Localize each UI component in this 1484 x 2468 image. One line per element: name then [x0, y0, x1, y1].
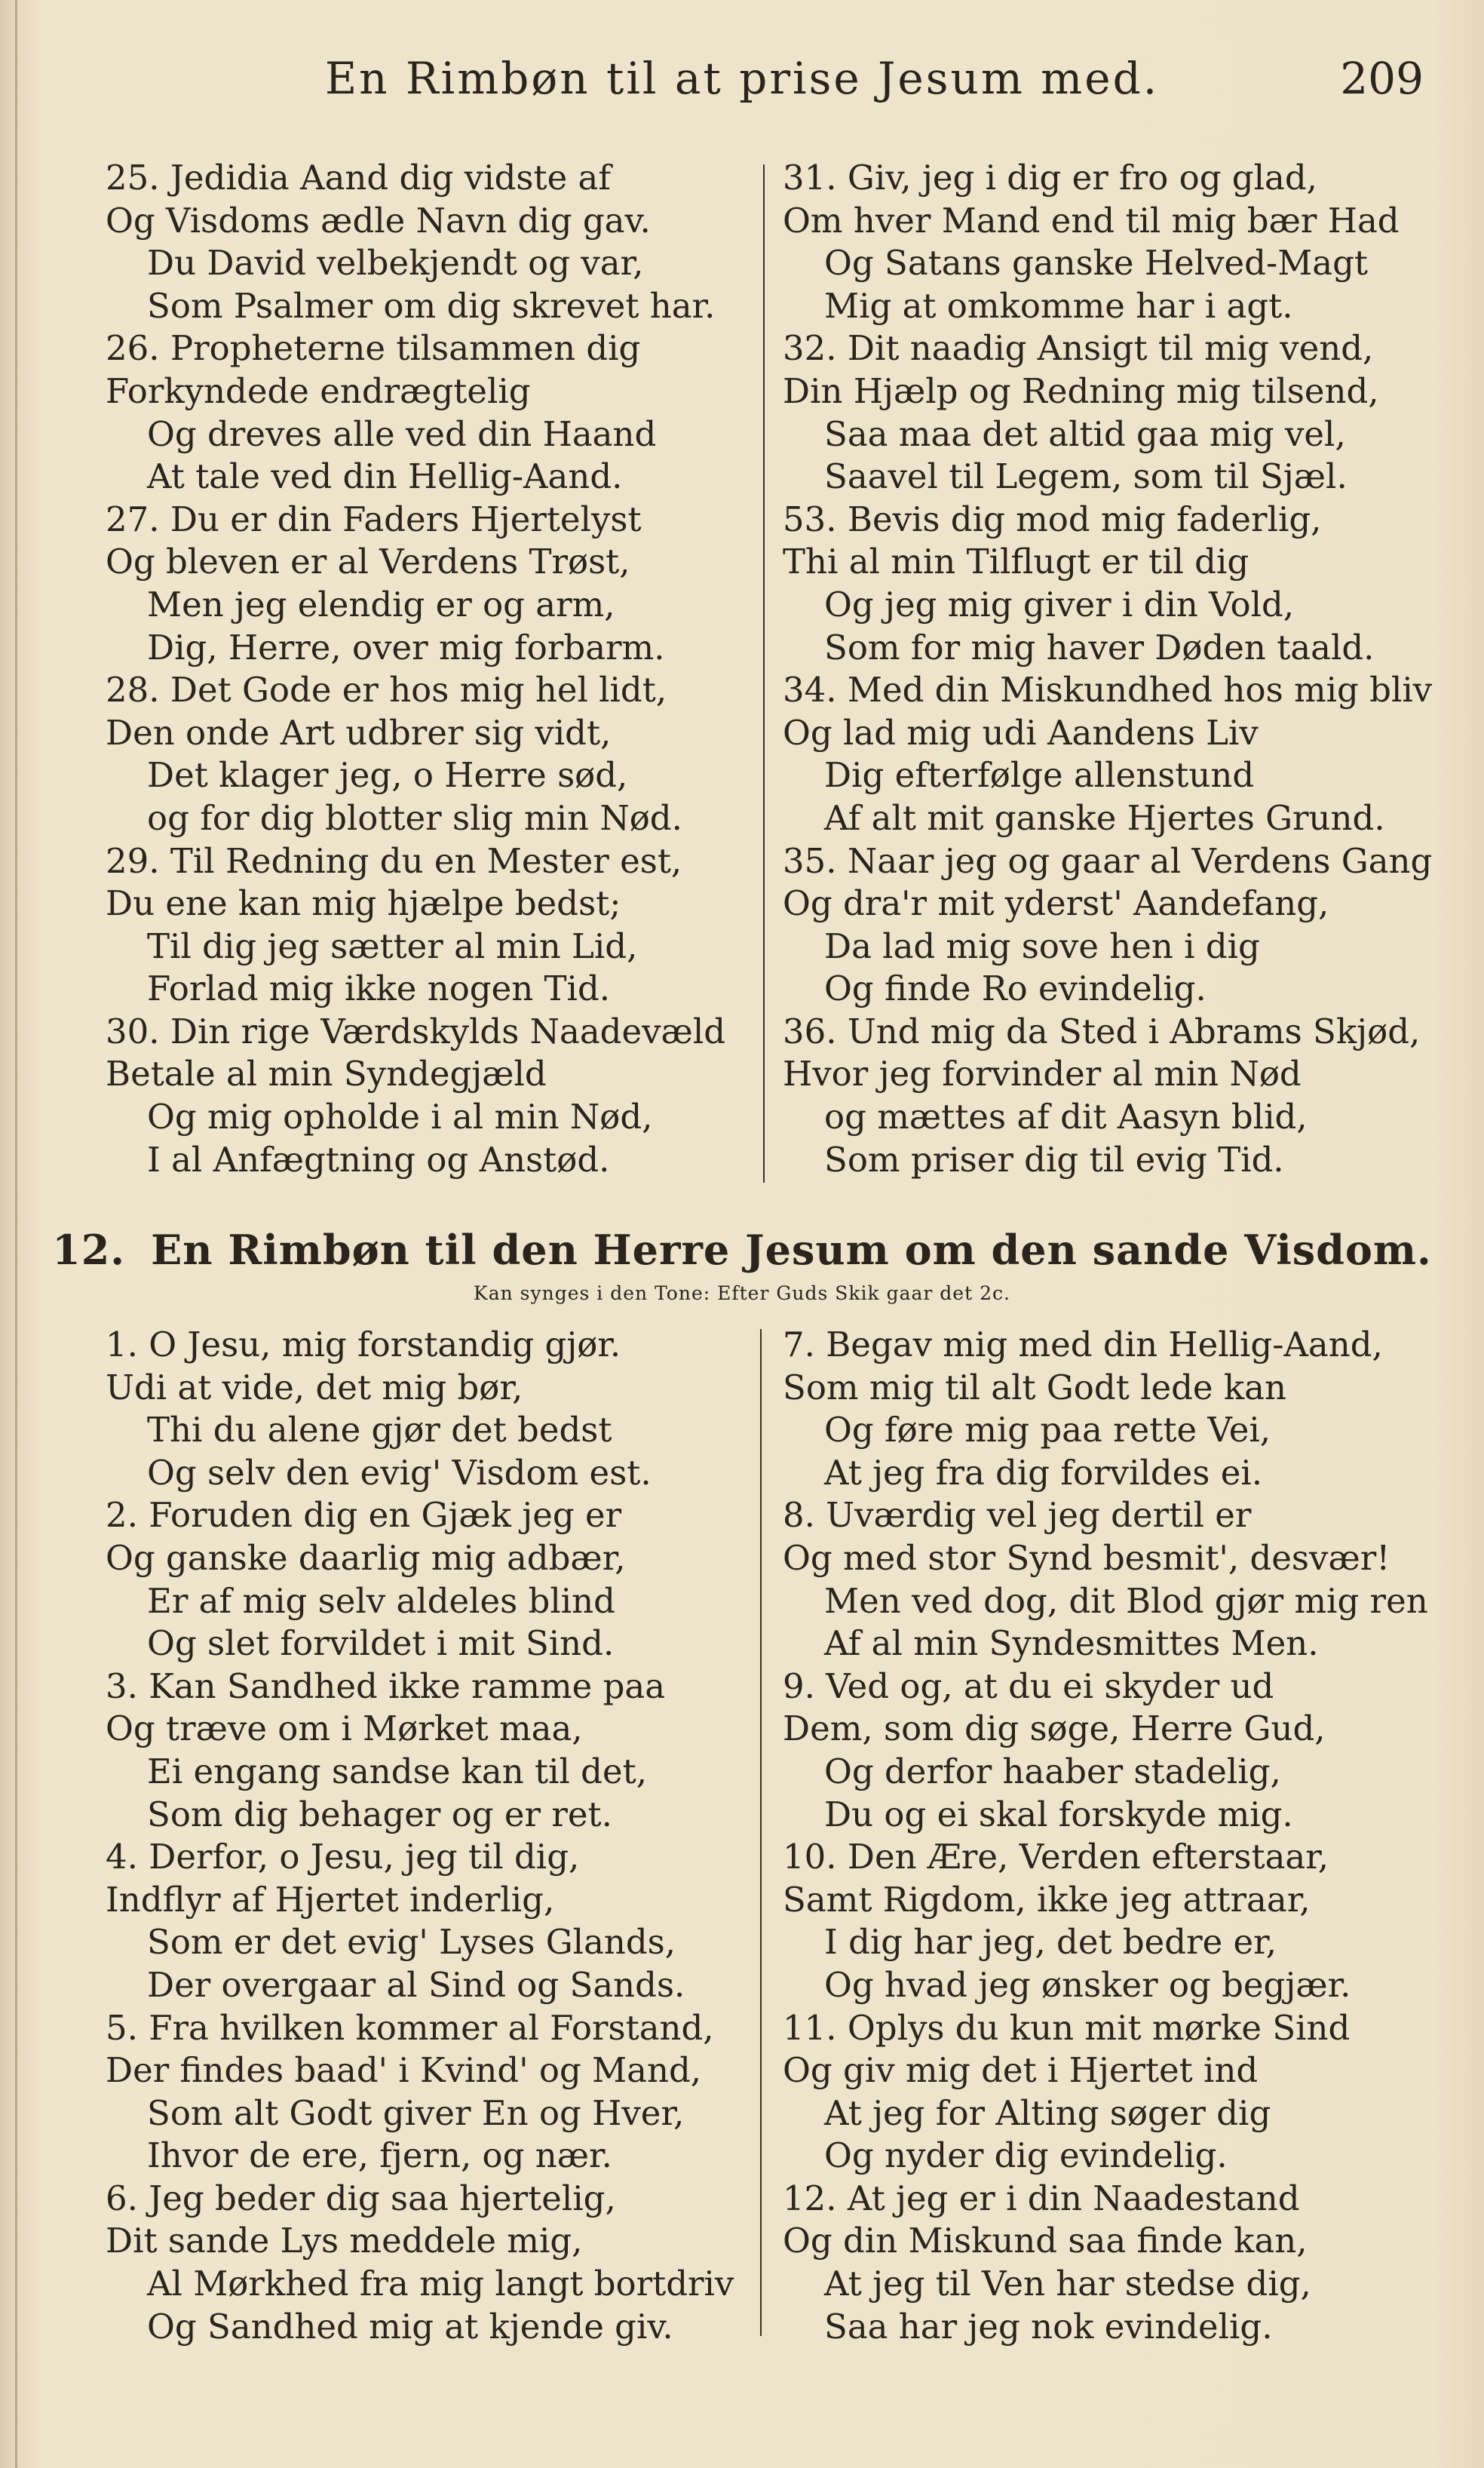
verse-line: Saavel til Legem, som til Sjæl.: [824, 456, 1348, 497]
verse-line: Og dra'r mit yderst' Aandefang,: [783, 883, 1329, 924]
verse-line: At tale ved din Hellig-Aand.: [147, 456, 623, 497]
verse-line: Thi du alene gjør det bedst: [147, 1410, 612, 1450]
upper-left-verses: [106, 157, 725, 1181]
verse-line: Som for mig haver Døden taald.: [824, 627, 1375, 668]
verse-line: I al Anfægtning og Anstød.: [147, 1139, 610, 1180]
verse-line: 28. Det Gode er hos mig hel lidt,: [106, 670, 667, 711]
verse-line: Du David velbekjendt og var,: [147, 243, 644, 284]
verse-line: 35. Naar jeg og gaar al Verdens Gang: [783, 840, 1433, 881]
verse-line: Og bleven er al Verdens Trøst,: [106, 542, 630, 582]
hymn-title: En Rimbøn til den Herre Jesum om den sande Visdom.: [151, 1226, 1432, 1274]
verse-line: I dig har jeg, det bedre er,: [824, 1922, 1277, 1963]
verse-line: Din Hjælp og Redning mig tilsend,: [783, 370, 1379, 411]
verse-line: Dig, Herre, over mig forbarm.: [147, 627, 665, 668]
verse-line: 11. Oplys du kun mit mørke Sind: [783, 2007, 1351, 2048]
running-title: En Rimbøn til at prise Jesum med.: [324, 53, 1160, 104]
verse-line: Og jeg mig giver i din Vold,: [824, 584, 1295, 625]
verse-line: Ihvor de ere, fjern, og nær.: [147, 2135, 612, 2176]
upper-right-verses: [783, 157, 1432, 1181]
verse-line: Som mig til alt Godt lede kan: [783, 1367, 1286, 1407]
verse-line: Og selv den evig' Visdom est.: [147, 1452, 652, 1493]
verse-line: Og derfor haaber stadelig,: [824, 1751, 1281, 1791]
verse-line: 9. Ved og, at du ei skyder ud: [783, 1665, 1274, 1706]
verse-line: 12. At jeg er i din Naadestand: [783, 2178, 1300, 2218]
verse-line: Som alt Godt giver En og Hver,: [147, 2092, 685, 2133]
verse-line: 4. Derfor, o Jesu, jeg til dig,: [106, 1837, 580, 1877]
verse-line: Der overgaar al Sind og Sands.: [147, 1964, 685, 2005]
upper-column-rule: [763, 164, 765, 1183]
verse-line: Og med stor Synd besmit', desvær!: [783, 1537, 1390, 1578]
verse-line: Saa har jeg nok evindelig.: [824, 2306, 1273, 2347]
verse-line: Dit sande Lys meddele mig,: [106, 2221, 583, 2261]
verse-line: 6. Jeg beder dig saa hjertelig,: [106, 2178, 616, 2218]
verse-line: Og giv mig det i Hjertet ind: [783, 2050, 1259, 2091]
verse-line: Og Sandhed mig at kjende giv.: [147, 2306, 673, 2347]
verse-line: Mig at omkomme har i agt.: [824, 285, 1293, 326]
verse-line: 31. Giv, jeg i dig er fro og glad,: [783, 158, 1317, 198]
verse-line: Som priser dig til evig Tid.: [824, 1139, 1284, 1180]
verse-line: Som dig behager og er ret.: [147, 1794, 612, 1834]
verse-line: Det klager jeg, o Herre sød,: [147, 755, 628, 796]
tune-indication: Kan synges i den Tone: Efter Guds Skik gaar det 2c.: [474, 1282, 1010, 1304]
lower-right-verses: [783, 1324, 1428, 2348]
verse-line: 34. Med din Miskundhed hos mig bliv: [783, 670, 1433, 711]
verse-line: Samt Rigdom, ikke jeg attraar,: [783, 1879, 1311, 1920]
verse-line: Og Satans ganske Helved-Magt: [824, 243, 1368, 284]
verse-line: 30. Din rige Værdskylds Naadevæld: [106, 1011, 726, 1051]
verse-line: Betale al min Syndegjæld: [106, 1054, 547, 1094]
verse-line: 3. Kan Sandhed ikke ramme paa: [106, 1665, 666, 1706]
verse-line: 53. Bevis dig mod mig faderlig,: [783, 499, 1322, 539]
verse-line: Af al min Syndesmittes Men.: [824, 1623, 1319, 1664]
verse-line: Som er det evig' Lyses Glands,: [147, 1922, 676, 1963]
verse-line: Og lad mig udi Aandens Liv: [783, 712, 1259, 753]
verse-line: Da lad mig sove hen i dig: [824, 925, 1260, 966]
verse-line: Den onde Art udbrer sig vidt,: [106, 712, 612, 753]
page-number: 209: [1340, 53, 1424, 104]
verse-line: Saa maa det altid gaa mig vel,: [824, 413, 1346, 454]
verse-line: 2. Foruden dig en Gjæk jeg er: [106, 1495, 622, 1536]
verse-line: Om hver Mand end til mig bær Had: [783, 200, 1400, 241]
verse-line: Dem, som dig søge, Herre Gud,: [783, 1708, 1326, 1749]
page-header: [0, 45, 1484, 113]
verse-line: Og ganske daarlig mig adbær,: [106, 1537, 626, 1578]
hymn-heading: [0, 1226, 1484, 1274]
verse-line: Udi at vide, det mig bør,: [106, 1367, 523, 1407]
hymn-number: 12.: [52, 1226, 126, 1274]
verse-line: Til dig jeg sætter al min Lid,: [147, 925, 638, 966]
verse-line: 1. O Jesu, mig forstandig gjør.: [106, 1325, 621, 1364]
verse-line: Af alt mit ganske Hjertes Grund.: [824, 797, 1385, 838]
verse-line: 32. Dit naadig Ansigt til mig vend,: [783, 328, 1374, 369]
verse-line: Men jeg elendig er og arm,: [147, 584, 615, 625]
lower-column-rule: [760, 1329, 762, 2336]
verse-line: Forkyndede endrægtelig: [106, 370, 531, 411]
verse-line: Og din Miskund saa finde kan,: [783, 2221, 1308, 2261]
verse-line: At jeg for Alting søger dig: [824, 2092, 1271, 2133]
verse-line: Thi al min Tilflugt er til dig: [783, 542, 1249, 582]
verse-line: Er af mig selv aldeles blind: [147, 1580, 615, 1621]
verse-line: 26. Propheterne tilsammen dig: [106, 328, 641, 369]
verse-line: Som Psalmer om dig skrevet har.: [147, 285, 716, 326]
verse-line: 36. Und mig da Sted i Abrams Skjød,: [783, 1011, 1421, 1051]
verse-line: 25. Jedidia Aand dig vidste af: [106, 158, 612, 198]
verse-line: Du og ei skal forskyde mig.: [824, 1794, 1293, 1834]
verse-line: Ei engang sandse kan til det,: [147, 1751, 648, 1791]
verse-line: Indflyr af Hjertet inderlig,: [106, 1879, 555, 1920]
verse-line: Og føre mig paa rette Vei,: [824, 1410, 1271, 1450]
verse-line: og for dig blotter slig min Nød.: [147, 797, 682, 838]
verse-line: Hvor jeg forvinder al min Nød: [783, 1054, 1302, 1094]
verse-line: At jeg fra dig forvildes ei.: [824, 1452, 1263, 1493]
verse-line: Der findes baad' i Kvind' og Mand,: [106, 2050, 702, 2091]
verse-line: 29. Til Redning du en Mester est,: [106, 840, 682, 881]
verse-line: Men ved dog, dit Blod gjør mig ren: [824, 1580, 1428, 1621]
verse-line: Al Mørkhed fra mig langt bortdriv: [147, 2264, 734, 2304]
verse-line: Og Visdoms ædle Navn dig gav.: [106, 200, 651, 241]
verse-line: 10. Den Ære, Verden efterstaar,: [783, 1837, 1329, 1877]
verse-line: Og træve om i Mørket maa,: [106, 1708, 583, 1749]
verse-line: 7. Begav mig med din Hellig-Aand,: [783, 1325, 1383, 1364]
verse-line: 8. Uværdig vel jeg dertil er: [783, 1495, 1252, 1536]
verse-line: Forlad mig ikke nogen Tid.: [147, 968, 611, 1009]
verse-line: Dig efterfølge allenstund: [824, 755, 1255, 796]
verse-line: Og finde Ro evindelig.: [824, 968, 1207, 1009]
verse-line: og mættes af dit Aasyn blid,: [824, 1097, 1308, 1137]
verse-line: Du ene kan mig hjælpe bedst;: [106, 883, 621, 924]
verse-line: Og mig opholde i al min Nød,: [147, 1097, 653, 1137]
verse-line: Og nyder dig evindelig.: [824, 2135, 1228, 2176]
verse-line: Og dreves alle ved din Haand: [147, 413, 657, 454]
lower-left-verses: [106, 1324, 734, 2348]
verse-line: At jeg til Ven har stedse dig,: [824, 2264, 1311, 2304]
verse-line: 5. Fra hvilken kommer al Forstand,: [106, 2007, 714, 2048]
verse-line: 27. Du er din Faders Hjertelyst: [106, 499, 642, 539]
verse-line: Og hvad jeg ønsker og begjær.: [824, 1964, 1351, 2005]
verse-line: Og slet forvildet i mit Sind.: [147, 1623, 615, 1664]
